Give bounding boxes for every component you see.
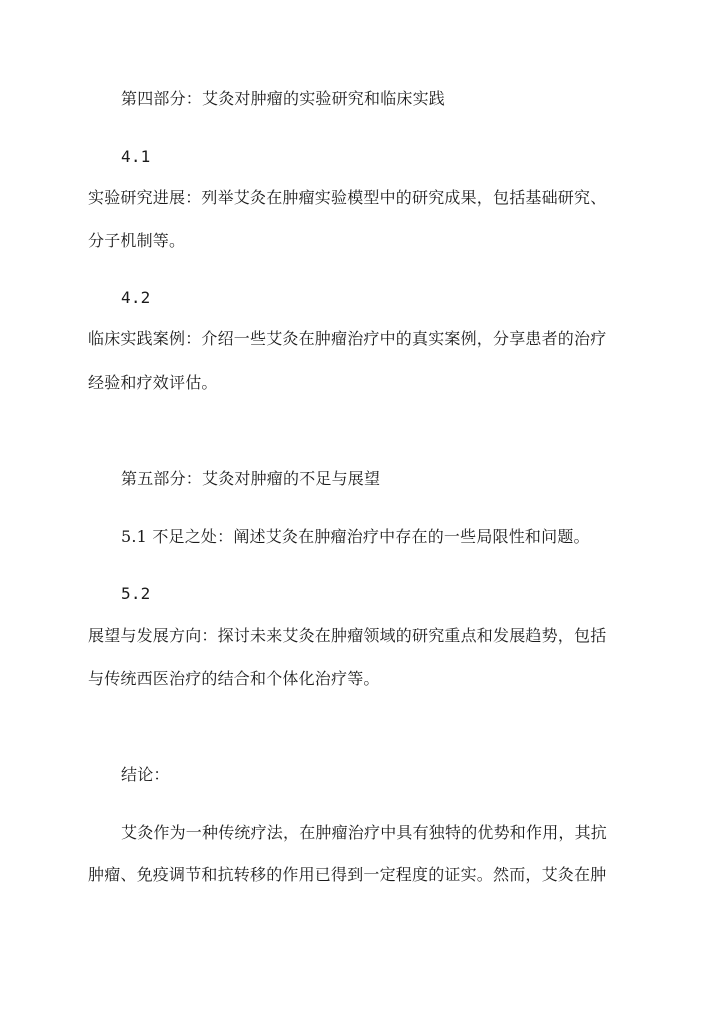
conclusion-text-line1: 艾灸作为一种传统疗法，在肿瘤治疗中具有独特的优势和作用，其抗 xyxy=(121,823,608,842)
part4-heading: 第四部分：艾灸对肿瘤的实验研究和临床实践 xyxy=(121,89,446,108)
section-5-2-number: 5.2 xyxy=(121,584,151,603)
section-5-2-text-line2: 与传统西医治疗的结合和个体化治疗等。 xyxy=(88,669,380,688)
section-5-2-text-line1: 展望与发展方向：探讨未来艾灸在肿瘤领域的研究重点和发展趋势，包括 xyxy=(88,626,607,645)
conclusion-heading: 结论： xyxy=(121,765,170,784)
conclusion-text-line2: 肿瘤、免疫调节和抗转移的作用已得到一定程度的证实。然而，艾灸在肿 xyxy=(88,865,607,884)
section-4-2-number: 4.2 xyxy=(121,288,151,307)
section-5-1-text: 5.1 不足之处：阐述艾灸在肿瘤治疗中存在的一些局限性和问题。 xyxy=(121,527,590,546)
section-4-1-text-line1: 实验研究进展：列举艾灸在肿瘤实验模型中的研究成果，包括基础研究、 xyxy=(88,188,607,207)
section-4-2-text-line1: 临床实践案例：介绍一些艾灸在肿瘤治疗中的真实案例，分享患者的治疗 xyxy=(88,329,607,348)
section-4-1-number: 4.1 xyxy=(121,147,151,166)
section-4-1-text-line2: 分子机制等。 xyxy=(88,231,186,250)
part5-heading: 第五部分：艾灸对肿瘤的不足与展望 xyxy=(121,469,381,488)
section-4-2-text-line2: 经验和疗效评估。 xyxy=(88,373,218,392)
